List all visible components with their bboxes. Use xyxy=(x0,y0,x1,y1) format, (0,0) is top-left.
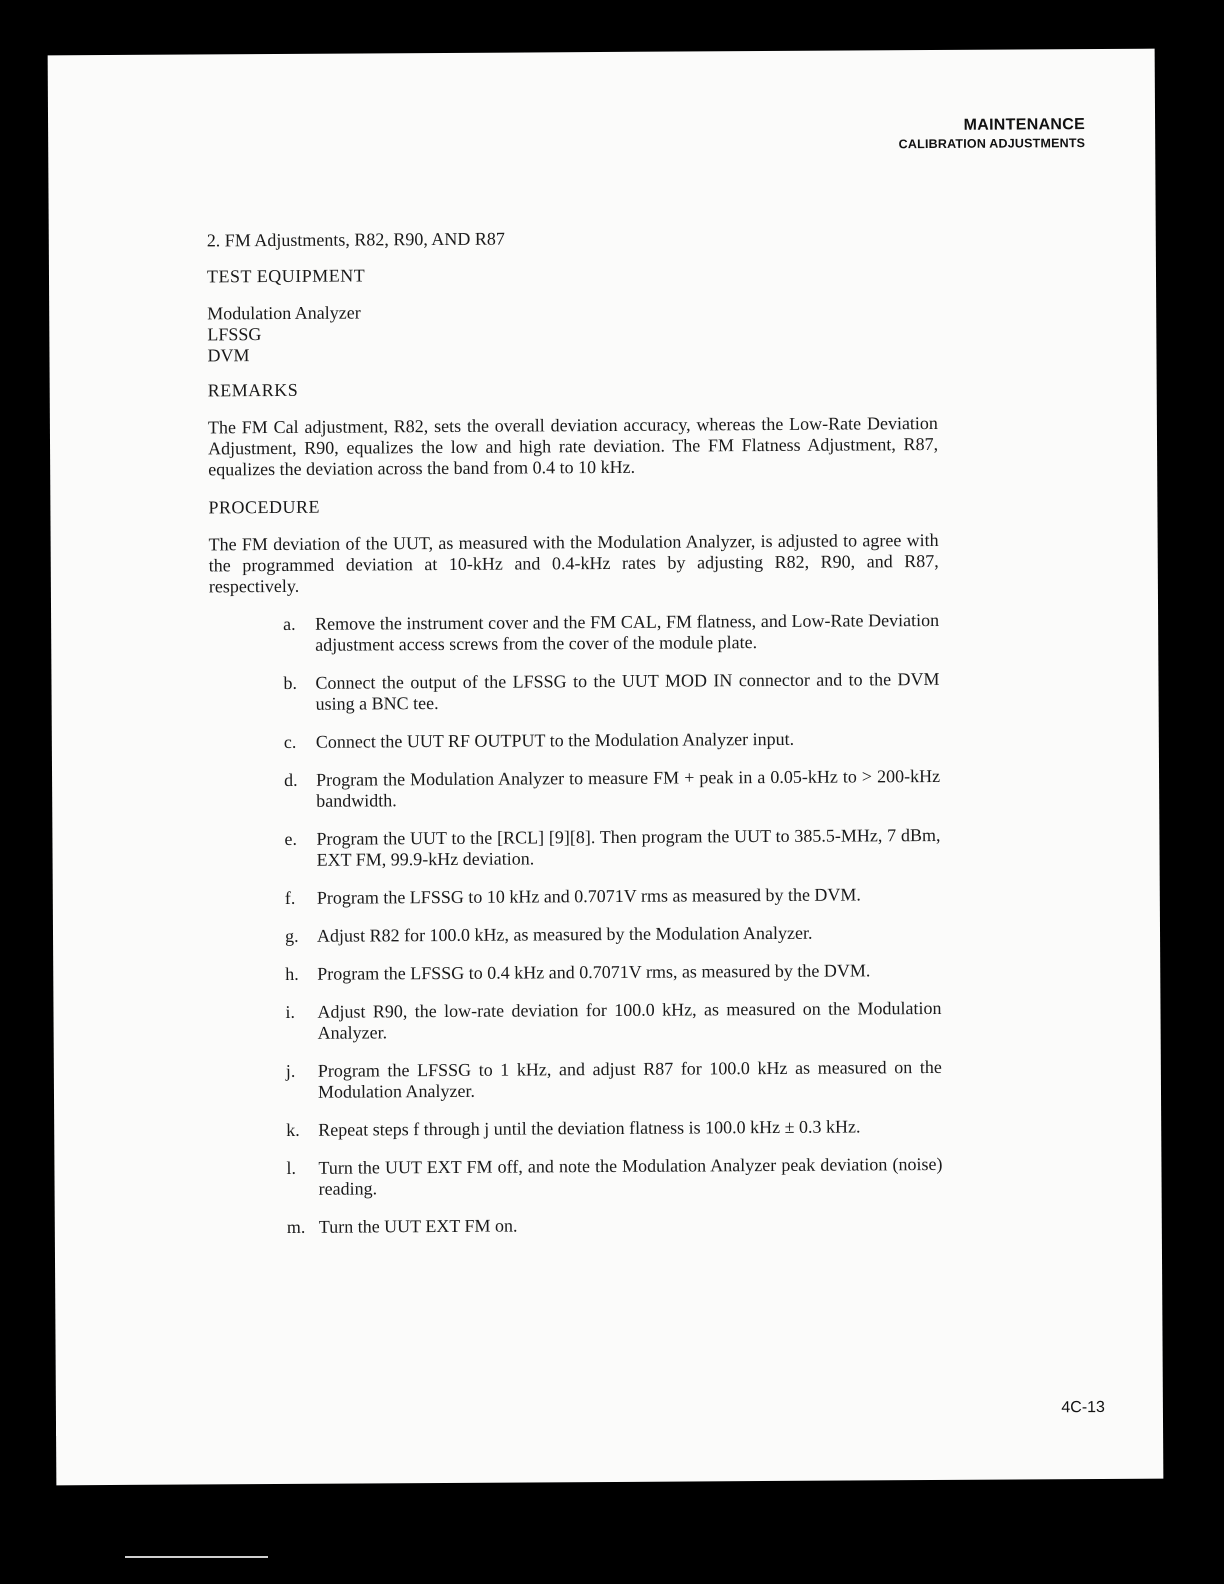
equipment-item: LFSSG xyxy=(207,324,262,345)
procedure-step xyxy=(285,998,941,1044)
procedure-step xyxy=(287,1213,943,1238)
step-text: Turn the UUT EXT FM off, and note the Modulation Analyzer peak deviation (noise) reading. xyxy=(318,1153,943,1199)
procedure-step xyxy=(286,1057,942,1103)
procedure-step xyxy=(286,1116,942,1141)
step-label: a. xyxy=(283,613,296,634)
step-label: b. xyxy=(283,672,298,693)
step-text: Turn the UUT EXT FM on. xyxy=(318,1215,518,1237)
procedure-step xyxy=(286,1154,942,1200)
procedure-heading: PROCEDURE xyxy=(208,496,320,518)
step-label: j. xyxy=(285,1060,296,1081)
page-content xyxy=(207,226,943,1255)
header-subtitle: CALIBRATION ADJUSTMENTS xyxy=(898,136,1086,152)
remarks-paragraph: The FM Cal adjustment, R82, sets the overall deviation accuracy, whereas the Low-Rate Deviation Adjustment, R90, equalizes the low and high rate deviation. The FM Flatness Adjustment, R87, equalizes the deviation across the band from 0.4 to 10 kHz. xyxy=(207,412,939,480)
equipment-item: Modulation Analyzer xyxy=(207,302,361,324)
procedure-step xyxy=(284,728,940,753)
step-label: d. xyxy=(284,769,298,790)
header-title: MAINTENANCE xyxy=(963,116,1086,134)
procedure-intro: The FM deviation of the UUT, as measured with the Modulation Analyzer, is adjusted to agree with the programmed deviation at 10-kHz and 0.4-kHz rates by adjusting R82, R90, and R87, respectively. xyxy=(208,529,939,597)
step-text: Connect the UUT RF OUTPUT to the Modulation Analyzer input. xyxy=(315,728,795,752)
step-text: Program the Modulation Analyzer to measure FM + peak in a 0.05-kHz to > 200-kHz bandwidth. xyxy=(316,765,941,811)
step-label: g. xyxy=(284,925,299,946)
step-text: Program the LFSSG to 1 kHz, and adjust R87 for 100.0 kHz as measured on the Modulation Analyzer. xyxy=(317,1056,942,1102)
procedure-step xyxy=(283,610,939,656)
step-label: e. xyxy=(284,828,297,849)
step-text: Connect the output of the LFSSG to the UUT MOD IN connector and to the DVM using a BNC tee. xyxy=(315,668,940,714)
test-equipment-heading: TEST EQUIPMENT xyxy=(206,265,366,287)
step-label: i. xyxy=(285,1001,296,1022)
procedure-step xyxy=(285,960,941,985)
test-equipment-list xyxy=(207,299,937,366)
procedure-step xyxy=(285,922,941,947)
procedure-step xyxy=(285,884,941,909)
step-label: k. xyxy=(286,1119,300,1140)
step-text: Adjust R90, the low-rate deviation for 100.0 kHz, as measured on the Modulation Analyzer. xyxy=(317,997,942,1043)
step-label: l. xyxy=(286,1157,297,1178)
step-label: h. xyxy=(285,963,299,984)
procedure-steps xyxy=(283,610,943,1238)
step-label: f. xyxy=(284,887,296,908)
step-label: c. xyxy=(283,731,297,752)
page-header xyxy=(898,116,1085,151)
step-text: Program the LFSSG to 0.4 kHz and 0.7071V rms, as measured by the DVM. xyxy=(317,960,871,984)
step-label: m. xyxy=(286,1216,306,1237)
step-text: Program the LFSSG to 10 kHz and 0.7071V rms as measured by the DVM. xyxy=(316,884,861,908)
section-title: 2. FM Adjustments, R82, R90, AND R87 xyxy=(206,228,505,251)
remarks-heading: REMARKS xyxy=(207,379,299,401)
procedure-step xyxy=(284,766,940,812)
scan-artifact-line xyxy=(125,1556,268,1558)
step-text: Repeat steps f through j until the deviation flatness is 100.0 kHz ± 0.3 kHz. xyxy=(318,1116,861,1140)
step-text: Program the UUT to the [RCL] [9][8]. Then program the UUT to 385.5-MHz, 7 dBm, EXT FM, 99.9-kHz deviation. xyxy=(316,824,941,870)
procedure-step xyxy=(284,825,940,871)
step-text: Adjust R82 for 100.0 kHz, as measured by the Modulation Analyzer. xyxy=(316,922,813,946)
procedure-step xyxy=(283,669,939,715)
step-text: Remove the instrument cover and the FM CAL, FM flatness, and Low-Rate Deviation adjustment access screws from the cover of the module plate. xyxy=(315,609,940,655)
document-page xyxy=(48,49,1164,1486)
page-number: 4C-13 xyxy=(1061,1398,1105,1417)
equipment-item: DVM xyxy=(207,345,250,366)
